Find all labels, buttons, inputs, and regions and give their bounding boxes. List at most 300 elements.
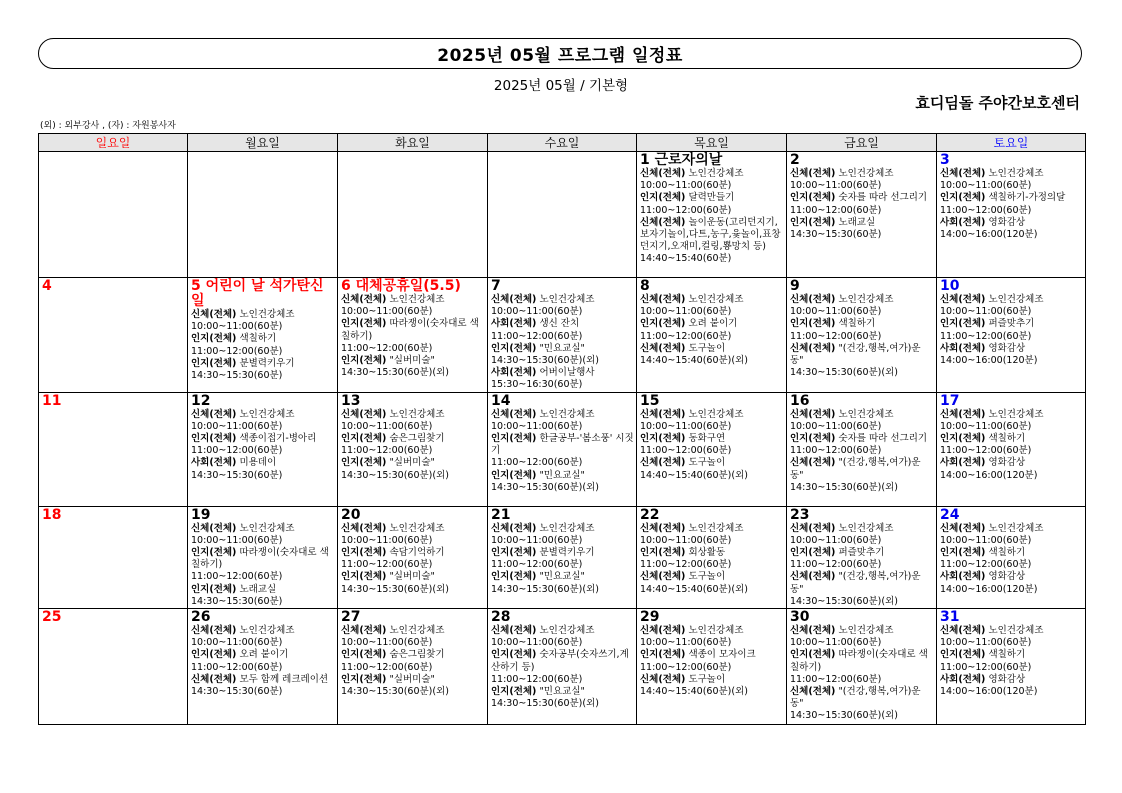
program-item [341,523,485,547]
program-item [491,547,634,571]
program-item [790,294,934,318]
program-item [191,625,335,649]
program-item [191,433,335,457]
day-cell [39,392,188,506]
day-number-line [341,394,485,409]
program-name: "실버미술" [389,571,435,583]
program-item [491,433,634,470]
weekday-saturday: 토요일 [937,134,1086,152]
program-name: 노인건강체조 [239,625,295,637]
program-category: 인지(전체) [790,216,836,228]
program-time: 14:30~15:30(60분) [191,686,283,698]
program-name: 색칠하기 [239,333,277,345]
day-cell [937,506,1086,608]
weekday-tuesday: 화요일 [338,134,488,152]
program-item [491,409,634,433]
program-item [790,168,934,192]
program-time: 14:30~15:30(60분)(외) [491,481,599,493]
program-time: 10:00~11:00(60분) [491,534,583,546]
program-item [491,367,634,391]
program-time: 10:00~11:00(60분) [790,420,882,432]
program-category: 사회(전체) [940,571,986,583]
program-category: 인지(전체) [940,649,986,661]
program-item [191,584,335,608]
day-cell [338,278,488,393]
program-name: "민요교실" [539,571,585,583]
day-cell [488,278,637,393]
program-category: 신체(전체) [640,408,686,420]
program-name: "민요교실" [539,686,585,698]
day-number: 16 [790,392,810,409]
program-category: 인지(전체) [491,342,537,354]
program-category: 인지(전체) [640,547,686,559]
program-category: 신체(전체) [640,571,686,583]
program-category: 신체(전체) [940,294,986,305]
program-name: 오려 붙이기 [688,318,738,330]
program-time: 11:00~12:00(60분) [640,661,732,673]
calendar-week-row [39,278,1086,393]
program-item [341,355,485,379]
day-number: 8 [640,278,650,294]
program-category: 신체(전체) [491,522,537,534]
program-time: 14:30~15:30(60분)(외) [341,367,449,379]
program-category: 사회(전체) [491,367,537,379]
program-item [640,571,784,595]
program-name: 색칠하기-가정의달 [988,192,1066,204]
day-number-line [790,394,934,409]
calendar-week-row [39,506,1086,608]
weekday-thursday: 목요일 [637,134,787,152]
program-name: 숫자를 따라 선그리기 [838,433,928,445]
program-time: 10:00~11:00(60분) [191,534,283,546]
program-name: 노인건강체조 [239,309,295,320]
program-category: 인지(전체) [790,433,836,445]
day-cell [39,278,188,393]
program-category: 인지(전체) [940,318,986,330]
program-name: 퍼즐맞추기 [838,547,885,559]
program-category: 신체(전체) [790,457,836,469]
day-number-line [790,279,934,294]
program-name: 어버이날행사 [539,367,595,379]
program-category: 신체(전체) [790,625,836,637]
day-cell [937,152,1086,278]
program-category: 인지(전체) [940,192,986,204]
day-number-line [940,610,1083,625]
day-cell [488,609,637,725]
program-time: 14:30~15:30(60분)(외) [341,469,449,481]
program-item [640,294,784,318]
day-cell [637,392,787,506]
program-name: 모두 함께 레크레이션 [239,673,329,685]
program-time: 10:00~11:00(60분) [640,534,732,546]
program-name: 노인건강체조 [539,625,595,637]
program-category: 신체(전체) [940,625,986,637]
program-time: 11:00~12:00(60분) [341,445,433,457]
day-number: 12 [191,392,211,409]
program-item [191,309,335,333]
program-name: 퍼즐맞추기 [988,318,1035,330]
program-item [341,674,485,698]
program-item [940,168,1083,192]
program-item [491,523,634,547]
program-name: 도구놀이 [688,342,726,354]
program-time: 15:30~16:30(60분) [491,379,583,391]
program-item [341,294,485,318]
program-item [640,409,784,433]
program-category: 신체(전체) [640,673,686,685]
program-name: "실버미술" [389,457,435,469]
program-time: 10:00~11:00(60분) [341,420,433,432]
calendar-body [39,152,1086,725]
program-name: 색칠하기 [838,318,876,330]
day-number-line [790,153,934,168]
day-number-line [640,610,784,625]
program-category: 인지(전체) [940,433,986,445]
program-category: 신체(전체) [191,309,237,320]
program-time: 14:00~16:00(120분) [940,583,1038,595]
program-time: 11:00~12:00(60분) [491,673,583,685]
program-item [790,343,934,380]
program-item [640,318,784,342]
day-number-line [940,508,1083,523]
program-time: 14:30~15:30(60분)(외) [790,481,898,493]
program-category: 신체(전체) [790,522,836,534]
day-number-line [640,279,784,294]
day-number: 19 [191,506,211,523]
program-name: 오려 붙이기 [239,649,289,661]
day-number: 28 [491,609,511,626]
program-name: 노인건강체조 [389,522,445,534]
program-time: 10:00~11:00(60분) [940,306,1032,318]
program-name: 속담기억하기 [389,547,445,559]
program-time: 14:40~15:40(60분) [640,253,732,265]
program-item [341,571,485,595]
program-time: 14:40~15:40(60분)(외) [640,583,748,595]
program-item [940,625,1083,649]
day-cell [188,278,338,393]
day-cell [637,506,787,608]
day-cell [338,392,488,506]
program-item [790,192,934,216]
day-cell [637,152,787,278]
page-subtitle: 2025년 05월 / 기본형 [493,78,629,94]
program-item [790,457,934,494]
program-item [341,457,485,481]
day-number: 24 [940,506,960,523]
program-item [790,625,934,649]
program-item [191,457,335,481]
day-number-line [790,610,934,625]
day-number-line [341,610,485,625]
program-category: 신체(전체) [341,522,387,534]
day-number: 15 [640,392,660,409]
program-category: 신체(전체) [341,294,387,305]
day-cell [787,506,937,608]
program-item [940,523,1083,547]
program-category: 인지(전체) [341,571,387,583]
program-item [790,318,934,342]
program-item [191,523,335,547]
program-name: 노인건강체조 [539,522,595,534]
day-number: 3 [940,152,950,168]
program-name: 노인건강체조 [688,522,744,534]
program-name: 노인건강체조 [389,294,445,305]
program-item [640,192,784,216]
program-category: 인지(전체) [491,433,537,445]
day-number: 23 [790,506,810,523]
program-item [940,674,1083,698]
program-time: 14:40~15:40(60분)(외) [640,469,748,481]
program-item [640,674,784,698]
program-time: 14:00~16:00(120분) [940,686,1038,698]
program-time: 11:00~12:00(60분) [940,330,1032,342]
program-time: 11:00~12:00(60분) [640,204,732,216]
day-cell [787,392,937,506]
weekday-friday: 금요일 [787,134,937,152]
program-time: 14:30~15:30(60분)(외) [790,367,898,379]
program-name: "민요교실" [539,342,585,354]
program-time: 11:00~12:00(60분) [191,571,283,583]
day-cell [338,609,488,725]
day-number: 13 [341,392,361,409]
program-category: 인지(전체) [341,457,387,469]
program-time: 10:00~11:00(60분) [790,180,882,192]
program-name: 색칠하기 [988,547,1026,559]
program-category: 신체(전체) [940,408,986,420]
day-number-line [790,508,934,523]
program-time: 11:00~12:00(60분) [341,342,433,354]
day-number: 26 [191,609,211,626]
day-cell [188,392,338,506]
program-category: 사회(전체) [940,216,986,228]
page-title-text: 2025년 05월 프로그램 일정표 [437,46,683,66]
day-number-line [491,279,634,294]
program-time: 10:00~11:00(60분) [491,306,583,318]
program-item [640,547,784,571]
day-number: 5 [191,278,201,294]
program-time: 11:00~12:00(60분) [790,204,882,216]
program-category: 인지(전체) [491,547,537,559]
program-time: 14:30~15:30(60분)(외) [790,710,898,722]
program-time: 10:00~11:00(60분) [640,306,732,318]
program-item [640,217,784,266]
day-number: 7 [491,278,501,294]
program-time: 10:00~11:00(60분) [640,180,732,192]
program-time: 14:30~15:30(60분) [790,229,882,241]
program-name: 도구놀이 [688,571,726,583]
program-time: 11:00~12:00(60분) [790,673,882,685]
program-item [341,433,485,457]
program-category: 신체(전체) [640,216,686,228]
program-name: "(건강,행복,여가)운동" [790,457,921,481]
day-number-line [491,394,634,409]
program-time: 11:00~12:00(60분) [191,445,283,457]
program-time: 10:00~11:00(60분) [640,420,732,432]
program-name: 노인건강체조 [688,168,744,179]
program-time: 10:00~11:00(60분) [191,420,283,432]
program-name: "실버미술" [389,673,435,685]
program-category: 인지(전체) [940,547,986,559]
day-number: 17 [940,392,960,409]
day-cell [39,152,188,278]
day-number: 31 [940,609,960,626]
day-cell [188,609,338,725]
program-item [191,409,335,433]
program-category: 인지(전체) [191,547,237,559]
program-name: 놀이운동(고리던지기,보자기놀이,다트,농구,윷놀이,표창던지기,오재미,컬링,뿅망치 등) [640,216,781,253]
program-category: 신체(전체) [640,457,686,469]
program-time: 11:00~12:00(60분) [341,661,433,673]
day-number-line [491,610,634,625]
center-name: 효디딤돌 주야간보호센터 [915,94,1080,112]
program-item [191,547,335,584]
program-item [940,318,1083,342]
day-number-line [640,508,784,523]
program-category: 신체(전체) [191,625,237,637]
program-time: 10:00~11:00(60분) [341,306,433,318]
program-name: 노인건강체조 [838,168,894,179]
program-item [940,649,1083,673]
day-cell [39,506,188,608]
day-number-line [191,394,335,409]
program-name: 노인건강체조 [988,408,1044,420]
program-category: 인지(전체) [191,333,237,345]
program-category: 사회(전체) [491,318,537,330]
program-name: 노인건강체조 [239,408,295,420]
program-category: 인지(전체) [341,355,387,367]
day-cell [188,152,338,278]
program-name: "(건강,행복,여가)운동" [790,342,921,367]
program-time: 10:00~11:00(60분) [491,420,583,432]
day-number-line [42,610,185,625]
program-time: 11:00~12:00(60분) [940,204,1032,216]
program-item [191,649,335,673]
day-number: 14 [491,392,511,409]
program-item [640,168,784,192]
program-name: 노인건강체조 [988,522,1044,534]
program-name: 달력만들기 [688,192,735,204]
program-time: 10:00~11:00(60분) [790,534,882,546]
day-number-line [341,508,485,523]
program-time: 10:00~11:00(60분) [940,420,1032,432]
program-time: 10:00~11:00(60분) [191,637,283,649]
program-name: 노인건강체조 [838,625,894,637]
program-name: 노인건강체조 [239,522,295,534]
day-number: 6 [341,278,351,294]
program-category: 인지(전체) [640,433,686,445]
day-number-line [42,394,185,409]
program-category: 신체(전체) [640,522,686,534]
program-category: 인지(전체) [640,649,686,661]
day-cell [787,278,937,393]
program-item [491,343,634,367]
program-item [491,318,634,342]
program-category: 신체(전체) [191,673,237,685]
program-category: 인지(전체) [640,192,686,204]
holiday-label: 대체공휴일(5.5) [355,278,461,294]
program-name: "(건강,행복,여가)운동" [790,571,921,595]
program-category: 사회(전체) [940,457,986,469]
program-time: 11:00~12:00(60분) [191,661,283,673]
program-category: 인지(전체) [191,583,237,595]
program-time: 11:00~12:00(60분) [491,330,583,342]
program-time: 10:00~11:00(60분) [940,534,1032,546]
program-time: 10:00~11:00(60분) [790,637,882,649]
program-time: 14:00~16:00(120분) [940,469,1038,481]
program-name: 분별력키우기 [239,357,295,369]
program-category: 인지(전체) [341,318,387,330]
day-cell [39,609,188,725]
day-number-line [191,279,335,309]
program-name: 영화감상 [988,342,1026,354]
program-time: 11:00~12:00(60분) [491,457,583,469]
day-cell [937,609,1086,725]
program-item [790,686,934,723]
program-category: 인지(전체) [341,547,387,559]
program-category: 신체(전체) [790,294,836,305]
program-name: 노인건강체조 [988,168,1044,179]
program-category: 인지(전체) [790,547,836,559]
program-name: 색종이 모자이크 [688,649,756,661]
program-time: 14:30~15:30(60분)(외) [341,583,449,595]
program-time: 11:00~12:00(60분) [940,661,1032,673]
program-item [491,625,634,649]
event-label: 근로자의날 [654,152,723,168]
program-time: 10:00~11:00(60분) [940,180,1032,192]
program-category: 신체(전체) [640,294,686,305]
program-category: 신체(전체) [491,294,537,305]
calendar-table [38,133,1086,725]
program-item [191,674,335,698]
program-time: 14:30~15:30(60분) [191,469,283,481]
program-category: 인지(전체) [790,318,836,330]
weekday-header-row [39,134,1086,152]
day-number: 10 [940,278,960,294]
page-title [38,38,1082,69]
program-item [341,649,485,673]
program-name: 색칠하기 [988,433,1026,445]
program-time: 10:00~11:00(60분) [491,637,583,649]
program-category: 인지(전체) [790,649,836,661]
program-item [790,547,934,571]
program-item [940,192,1083,216]
program-name: 회상활동 [688,547,726,559]
program-category: 신체(전체) [341,408,387,420]
program-time: 14:30~15:30(60분) [191,370,283,382]
program-name: "(건강,행복,여가)운동" [790,686,921,710]
day-cell [637,609,787,725]
program-item [491,649,634,686]
program-item [640,649,784,673]
program-category: 사회(전체) [940,673,986,685]
legend: (외) : 외부강사 , (자) : 자원봉사자 [40,121,176,131]
day-number-line [191,610,335,625]
program-time: 14:30~15:30(60분)(외) [491,583,599,595]
program-time: 11:00~12:00(60분) [640,445,732,457]
program-time: 10:00~11:00(60분) [640,637,732,649]
program-item [341,547,485,571]
program-item [491,470,634,494]
program-name: 노인건강체조 [539,408,595,420]
program-time: 14:30~15:30(60분)(외) [790,595,898,607]
program-category: 사회(전체) [191,457,237,469]
program-item [491,686,634,710]
program-category: 인지(전체) [341,649,387,661]
program-category: 신체(전체) [341,625,387,637]
program-time: 14:40~15:40(60분)(외) [640,355,748,367]
program-time: 11:00~12:00(60분) [940,445,1032,457]
program-category: 신체(전체) [790,168,836,179]
